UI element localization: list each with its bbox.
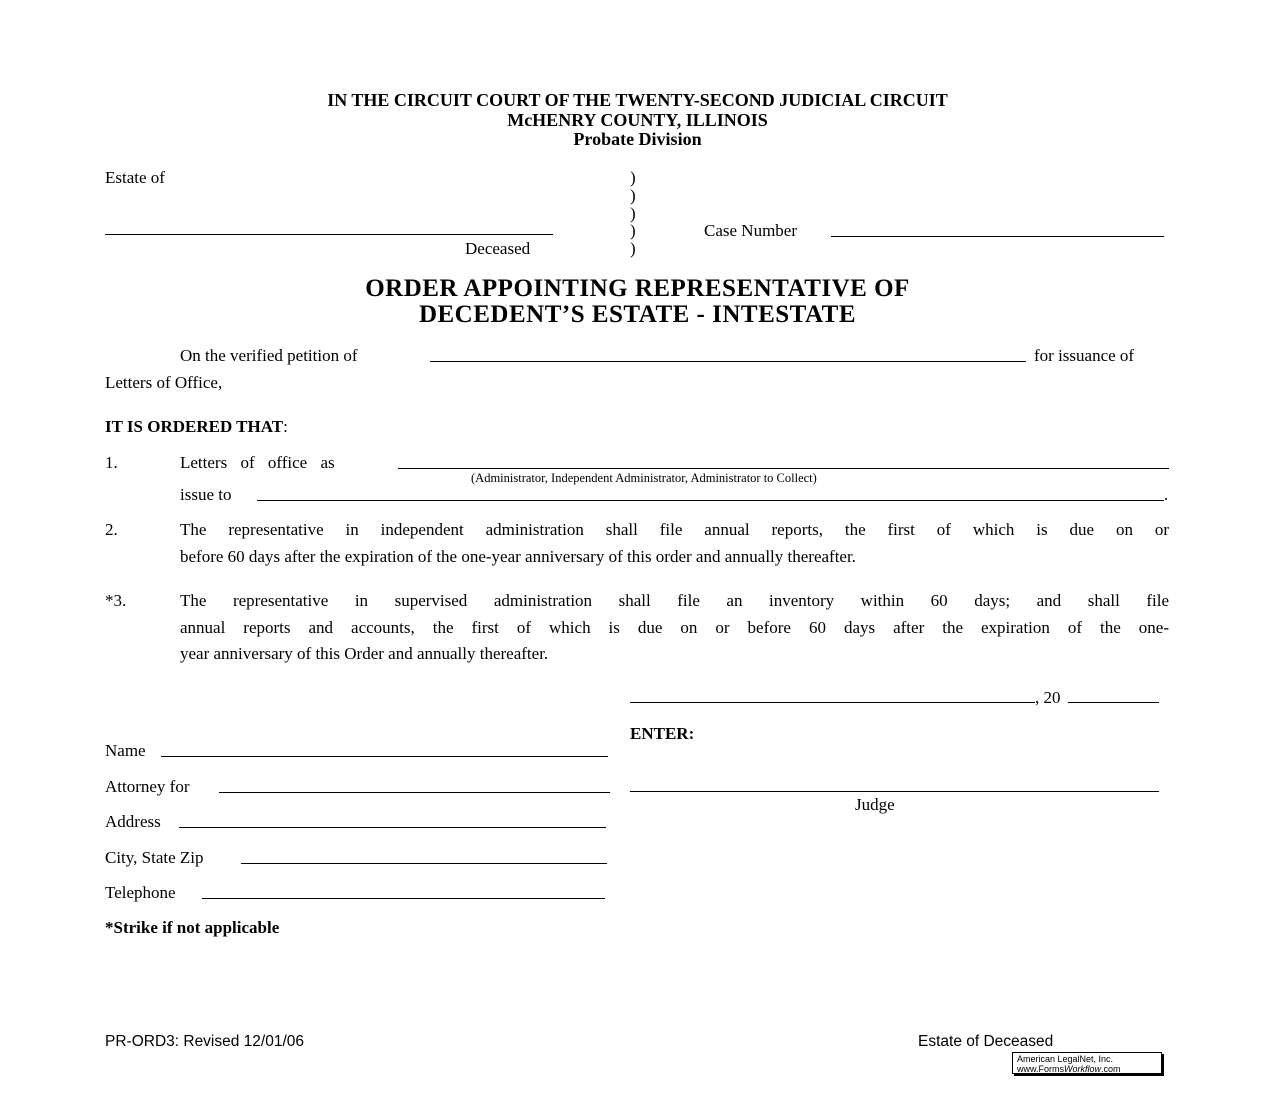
court-heading: IN THE CIRCUIT COURT OF THE TWENTY-SECOND JUDICIAL CIRCUIT [327,90,948,110]
logo-url-b: Workflow [1064,1064,1102,1074]
enter-label: ENTER: [630,724,695,743]
order-title-line1: ORDER APPOINTING REPRESENTATIVE OF [365,275,910,302]
ordered-colon: : [283,417,288,436]
form-id: PR-ORD3: Revised 12/01/06 [105,1033,305,1050]
letters-type-hint: (Administrator, Independent Administrator, Administrator to Collect) [471,471,817,485]
judge-label: Judge [855,795,895,814]
petitioner-name-line[interactable] [430,361,1026,362]
strike-note: *Strike if not applicable [105,918,280,937]
item-number: 2. [105,520,118,539]
footer-estate-label: Estate of Deceased [918,1033,1054,1050]
item2-line2: before 60 days after the expiration of the one-year anniversary of this order and annually thereafter. [180,547,856,566]
caption-paren: ) [630,186,636,205]
petition-prefix: On the verified petition of [180,346,358,365]
item3-line1: The representative in supervised administration shall file an inventory within 60 days; and shall file [180,591,1169,610]
decedent-name-line[interactable] [105,234,553,235]
ordered-heading [105,417,288,437]
caption-paren: ) [630,168,636,187]
petition-line2: Letters of Office, [105,373,223,392]
attorney-name-label: Name [105,741,146,760]
petition-suffix: for issuance of [1034,346,1135,365]
letters-type-line[interactable] [398,468,1169,469]
case-number-line[interactable] [831,236,1164,237]
item3-line3: year anniversary of this Order and annually thereafter. [180,644,549,663]
estate-of-label: Estate of [105,168,165,187]
logo-line2 [1017,1064,1161,1074]
case-number-label: Case Number [704,221,798,240]
item3-line2: annual reports and accounts, the first of which is due on or before 60 days after the expiration of the one- [180,618,1169,637]
logo-url-a: www.Forms [1017,1064,1064,1074]
division-heading: Probate Division [573,129,702,149]
attorney-name-line[interactable] [161,756,608,757]
order-title-line2: DECEDENT’S ESTATE - INTESTATE [418,301,857,328]
logo-line1: American LegalNet, Inc. [1017,1054,1114,1064]
american-legalnet-logo [1012,1052,1162,1074]
item1-lead: Letters of office as [180,453,335,472]
item-number: *3. [105,591,127,610]
caption-paren: ) [630,204,636,223]
item-number: 1. [105,453,118,472]
caption-paren: ) [630,221,636,240]
county-heading: McHENRY COUNTY, ILLINOIS [507,110,768,130]
item2-line1: The representative in independent administration shall file annual reports, the first of which is due on or [180,520,1169,539]
attorney-for-line[interactable] [219,792,610,793]
issue-to-period: . [1164,485,1169,504]
telephone-line[interactable] [202,898,605,899]
order-date-line[interactable] [630,702,1035,703]
issue-to-line[interactable] [257,500,1164,501]
date-year-prefix: , 20 [1035,688,1061,707]
order-year-line[interactable] [1068,702,1159,703]
telephone-label: Telephone [105,883,176,902]
city-state-zip-label: City, State Zip [105,848,204,867]
issue-to-label: issue to [180,485,232,504]
caption-paren: ) [630,239,636,258]
city-state-zip-line[interactable] [241,863,607,864]
address-line[interactable] [179,827,606,828]
address-label: Address [105,812,161,831]
attorney-for-label: Attorney for [105,777,190,796]
logo-url-c: .com [1101,1064,1121,1074]
judge-signature-line[interactable] [630,791,1159,792]
deceased-label: Deceased [465,239,531,258]
ordered-label: IT IS ORDERED THAT [105,417,284,436]
